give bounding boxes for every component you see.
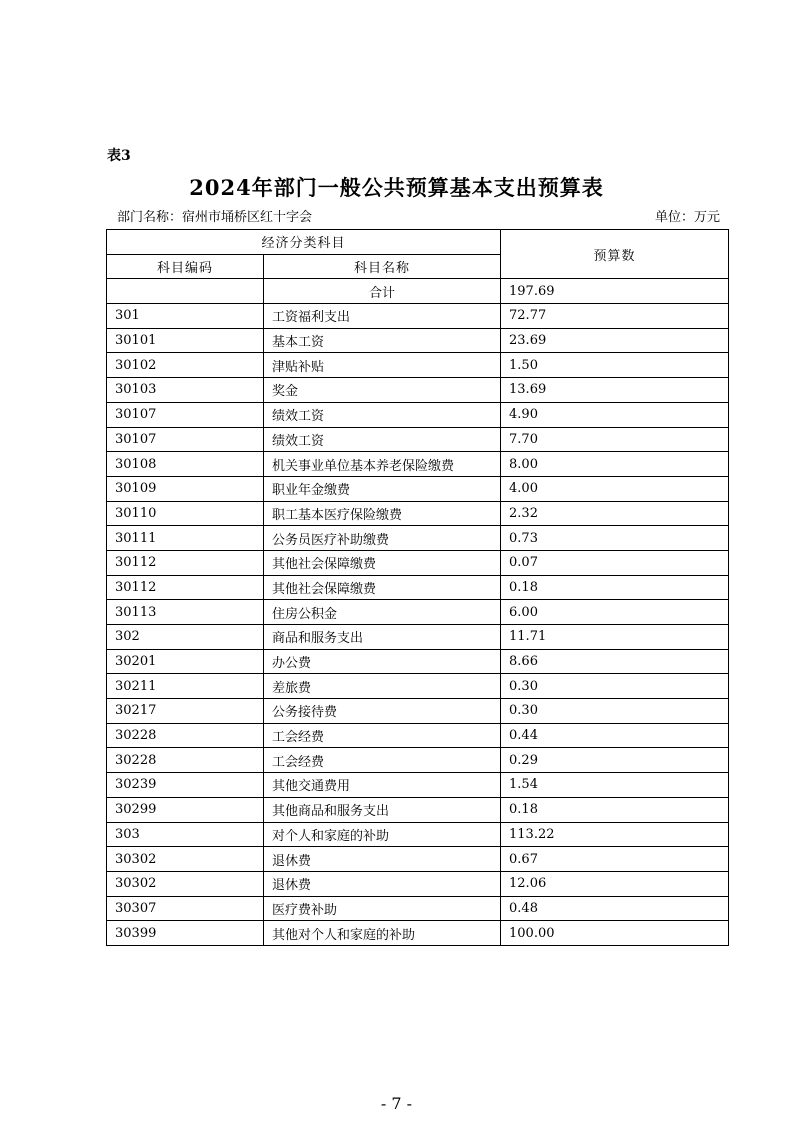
table-row [107, 427, 729, 452]
row-amount: 0.30 [501, 699, 729, 724]
table-row [107, 328, 729, 353]
row-amount: 8.66 [501, 649, 729, 674]
row-amount: 12.06 [501, 871, 729, 896]
row-name: 其他对个人和家庭的补助 [264, 921, 501, 946]
table-row [107, 699, 729, 724]
row-name: 公务接待费 [264, 699, 501, 724]
total-amount: 197.69 [501, 279, 729, 304]
table-row [107, 674, 729, 699]
row-code: 302 [107, 625, 264, 650]
row-code: 30109 [107, 476, 264, 501]
table-row [107, 378, 729, 403]
row-amount: 100.00 [501, 921, 729, 946]
row-name: 商品和服务支出 [264, 625, 501, 650]
header-budget-amount: 预算数 [501, 230, 729, 279]
table-row [107, 452, 729, 477]
row-name: 对个人和家庭的补助 [264, 822, 501, 847]
department-name: 部门名称：宿州市埇桥区红十字会 [117, 210, 313, 225]
row-amount: 4.00 [501, 476, 729, 501]
table-row [107, 797, 729, 822]
row-amount: 0.73 [501, 526, 729, 551]
row-name: 退休费 [264, 847, 501, 872]
row-code: 30239 [107, 773, 264, 798]
budget-table [106, 229, 729, 946]
row-name: 奖金 [264, 378, 501, 403]
row-code: 30101 [107, 328, 264, 353]
row-code: 30228 [107, 723, 264, 748]
table-row [107, 304, 729, 329]
page-title: 2024年部门一般公共预算基本支出预算表 [189, 175, 604, 200]
table-row [107, 896, 729, 921]
table-row [107, 600, 729, 625]
row-code: 30110 [107, 501, 264, 526]
header-code: 科目编码 [107, 254, 264, 279]
row-amount: 0.48 [501, 896, 729, 921]
row-code: 30211 [107, 674, 264, 699]
row-amount: 0.29 [501, 748, 729, 773]
table-row [107, 847, 729, 872]
row-amount: 0.44 [501, 723, 729, 748]
row-name: 津贴补贴 [264, 353, 501, 378]
meta-row [117, 206, 720, 225]
row-amount: 0.67 [501, 847, 729, 872]
row-name: 绩效工资 [264, 427, 501, 452]
row-code: 30102 [107, 353, 264, 378]
table-row [107, 353, 729, 378]
table-row [107, 625, 729, 650]
row-name: 住房公积金 [264, 600, 501, 625]
row-name: 差旅费 [264, 674, 501, 699]
row-name: 职业年金缴费 [264, 476, 501, 501]
table-row [107, 921, 729, 946]
row-code: 30111 [107, 526, 264, 551]
row-amount: 13.69 [501, 378, 729, 403]
row-code: 303 [107, 822, 264, 847]
table-row [107, 723, 729, 748]
row-name: 办公费 [264, 649, 501, 674]
table-row [107, 476, 729, 501]
row-code: 30299 [107, 797, 264, 822]
page-number: - 7 - [380, 1094, 413, 1113]
row-code: 30302 [107, 847, 264, 872]
table-row [107, 550, 729, 575]
row-amount: 0.07 [501, 550, 729, 575]
row-code: 30201 [107, 649, 264, 674]
total-code-cell [107, 279, 264, 304]
row-code: 30113 [107, 600, 264, 625]
row-code: 301 [107, 304, 264, 329]
row-code: 30112 [107, 550, 264, 575]
unit-label: 单位：万元 [654, 210, 720, 225]
row-code: 30399 [107, 921, 264, 946]
row-name: 其他交通费用 [264, 773, 501, 798]
row-amount: 11.71 [501, 625, 729, 650]
row-code: 30103 [107, 378, 264, 403]
row-code: 30307 [107, 896, 264, 921]
row-amount: 1.50 [501, 353, 729, 378]
row-amount: 1.54 [501, 773, 729, 798]
row-code: 30112 [107, 575, 264, 600]
table-label: 表3 [107, 148, 131, 164]
row-name: 工会经费 [264, 723, 501, 748]
table-row [107, 822, 729, 847]
row-amount: 23.69 [501, 328, 729, 353]
row-amount: 0.18 [501, 575, 729, 600]
row-code: 30108 [107, 452, 264, 477]
row-code: 30107 [107, 402, 264, 427]
table-row [107, 526, 729, 551]
row-amount: 113.22 [501, 822, 729, 847]
row-name: 机关事业单位基本养老保险缴费 [264, 452, 501, 477]
row-name: 工资福利支出 [264, 304, 501, 329]
table-row [107, 501, 729, 526]
table-row [107, 402, 729, 427]
header-economic-classification: 经济分类科目 [107, 230, 501, 255]
row-amount: 72.77 [501, 304, 729, 329]
row-name: 其他商品和服务支出 [264, 797, 501, 822]
row-name: 退休费 [264, 871, 501, 896]
header-row-group [107, 230, 729, 255]
row-amount: 7.70 [501, 427, 729, 452]
row-amount: 6.00 [501, 600, 729, 625]
row-amount: 0.30 [501, 674, 729, 699]
total-label: 合计 [264, 279, 501, 304]
row-name: 基本工资 [264, 328, 501, 353]
row-amount: 0.18 [501, 797, 729, 822]
row-code: 30228 [107, 748, 264, 773]
row-amount: 4.90 [501, 402, 729, 427]
table-row [107, 773, 729, 798]
row-code: 30217 [107, 699, 264, 724]
table-row [107, 748, 729, 773]
budget-table-body [107, 230, 729, 946]
row-name: 医疗费补助 [264, 896, 501, 921]
row-code: 30302 [107, 871, 264, 896]
total-row [107, 279, 729, 304]
table-row [107, 649, 729, 674]
row-code: 30107 [107, 427, 264, 452]
table-row [107, 871, 729, 896]
row-name: 公务员医疗补助缴费 [264, 526, 501, 551]
row-amount: 8.00 [501, 452, 729, 477]
row-name: 工会经费 [264, 748, 501, 773]
row-name: 职工基本医疗保险缴费 [264, 501, 501, 526]
row-name: 其他社会保障缴费 [264, 550, 501, 575]
row-name: 其他社会保障缴费 [264, 575, 501, 600]
row-name: 绩效工资 [264, 402, 501, 427]
row-amount: 2.32 [501, 501, 729, 526]
table-row [107, 575, 729, 600]
header-name: 科目名称 [264, 254, 501, 279]
